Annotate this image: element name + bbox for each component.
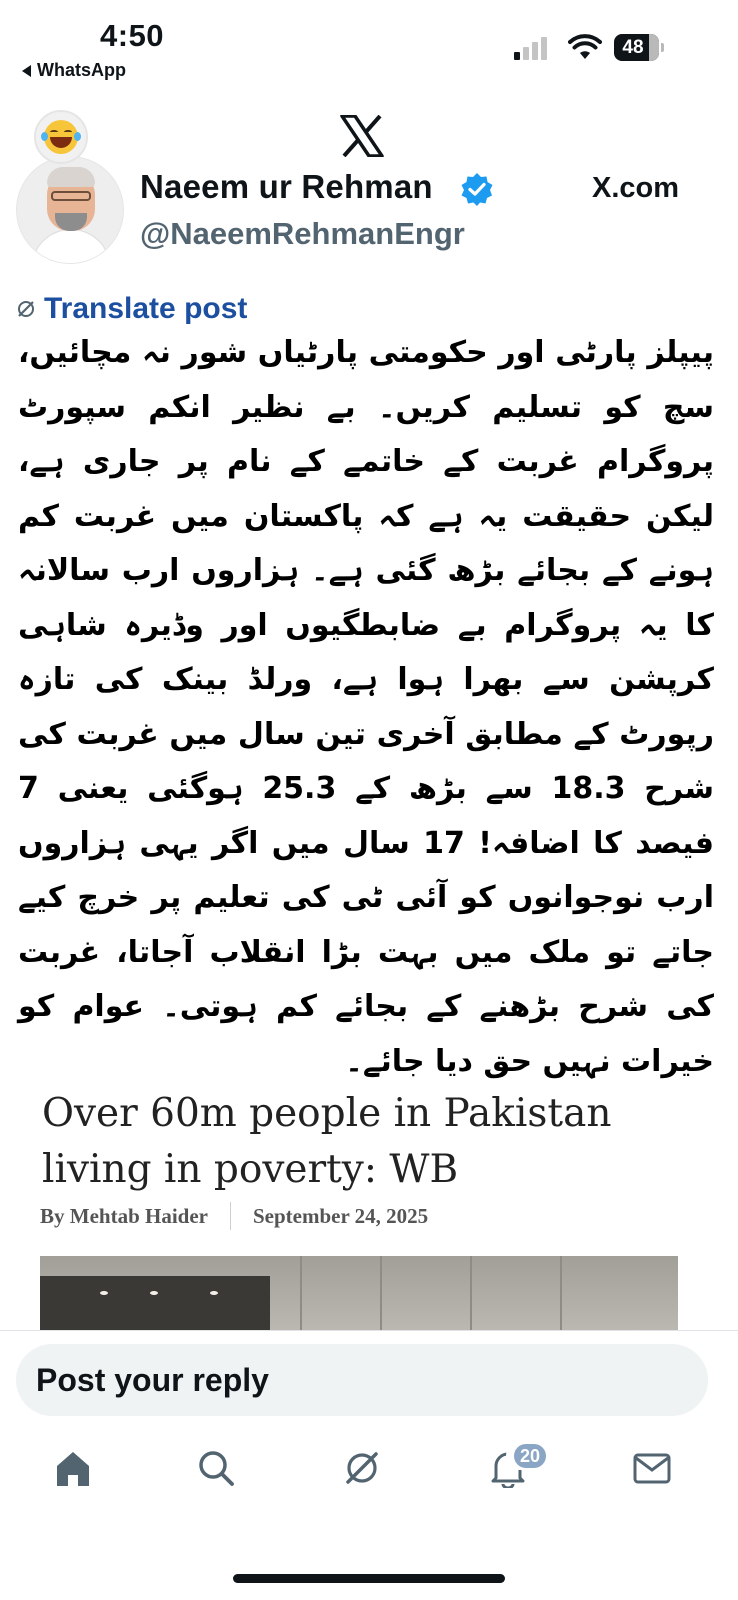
notifications-badge bbox=[506, 1442, 554, 1470]
reaction-bubble bbox=[34, 110, 88, 164]
wifi-icon bbox=[568, 34, 602, 60]
status-bar bbox=[0, 0, 738, 90]
messages-icon[interactable] bbox=[632, 1448, 672, 1488]
article-date: September 24, 2025 bbox=[253, 1203, 429, 1228]
battery-icon bbox=[614, 34, 664, 61]
post-body-text: پیپلز پارٹی اور حکومتی پارٹیاں شور نہ مچائیں، سچ کو تسلیم کریں۔ بے نظیر انکم سپورٹ پروگرام غربت کے خاتمے کے نام پر جاری ہے، لیکن حقیقت یہ ہے کہ پاکستان میں غربت کم ہونے کے بجائے بڑھ گئی ہے۔ ہزاروں ارب سالانہ کا یہ پروگرام بے ضابطگیوں اور وڈیرہ شاہی کرپشن سے بھرا ہوا ہے، ورلڈ بینک کی تازہ رپورٹ کے مطابق آخری تین سال میں غربت کی شرح 18.3 سے بڑھ کے 25.3 ہوگئی یعنی 7 فیصد کا اضافہ! 17 سال میں اگر یہی ہزاروں ارب نوجوانوں کو آئی ٹی کی تعلیم پر خرچ کیے جاتے تو ملک میں بہت بڑا انقلاب آجاتا، غربت کی شرح بڑھنے کے بجائے کم ہوتی۔ عوام کو خیرات نہیں حق دیا جائے۔ bbox=[18, 335, 715, 1079]
back-app-label: WhatsApp bbox=[37, 60, 126, 80]
translate-post-label: Translate post bbox=[44, 292, 248, 325]
battery-level: 48 bbox=[622, 37, 644, 58]
notifications-count: 20 bbox=[514, 1444, 546, 1468]
article-title[interactable]: Over 60m people in Pakistan living in poverty: WB bbox=[42, 1091, 612, 1192]
laughing-emoji-icon bbox=[44, 120, 78, 154]
back-to-app-link[interactable] bbox=[22, 60, 126, 81]
reply-placeholder: Post your reply bbox=[36, 1361, 269, 1398]
post-body bbox=[18, 326, 714, 1089]
cellular-signal-icon bbox=[514, 36, 552, 60]
author-avatar[interactable] bbox=[16, 156, 124, 264]
home-indicator[interactable] bbox=[233, 1574, 505, 1583]
x-logo-icon bbox=[340, 115, 384, 157]
article-meta bbox=[40, 1202, 428, 1230]
back-arrow-icon bbox=[22, 65, 31, 77]
meta-divider bbox=[230, 1202, 231, 1230]
source-label: X.com bbox=[592, 172, 680, 204]
status-time: 4:50 bbox=[100, 18, 165, 53]
reply-input[interactable] bbox=[16, 1344, 708, 1416]
article-byline: By Mehtab Haider bbox=[40, 1203, 208, 1228]
grok-icon[interactable] bbox=[342, 1448, 382, 1488]
home-icon[interactable] bbox=[53, 1448, 93, 1488]
verified-badge-icon bbox=[460, 172, 494, 206]
source-domain bbox=[592, 172, 679, 205]
author-handle[interactable]: @NaeemRehmanEngr bbox=[140, 216, 465, 251]
translate-post-link[interactable] bbox=[16, 292, 247, 326]
reply-divider bbox=[0, 1330, 738, 1331]
article-image[interactable] bbox=[40, 1256, 678, 1330]
grok-icon bbox=[16, 299, 36, 319]
search-icon[interactable] bbox=[196, 1448, 236, 1488]
author-name[interactable]: Naeem ur Rehman bbox=[140, 168, 433, 205]
